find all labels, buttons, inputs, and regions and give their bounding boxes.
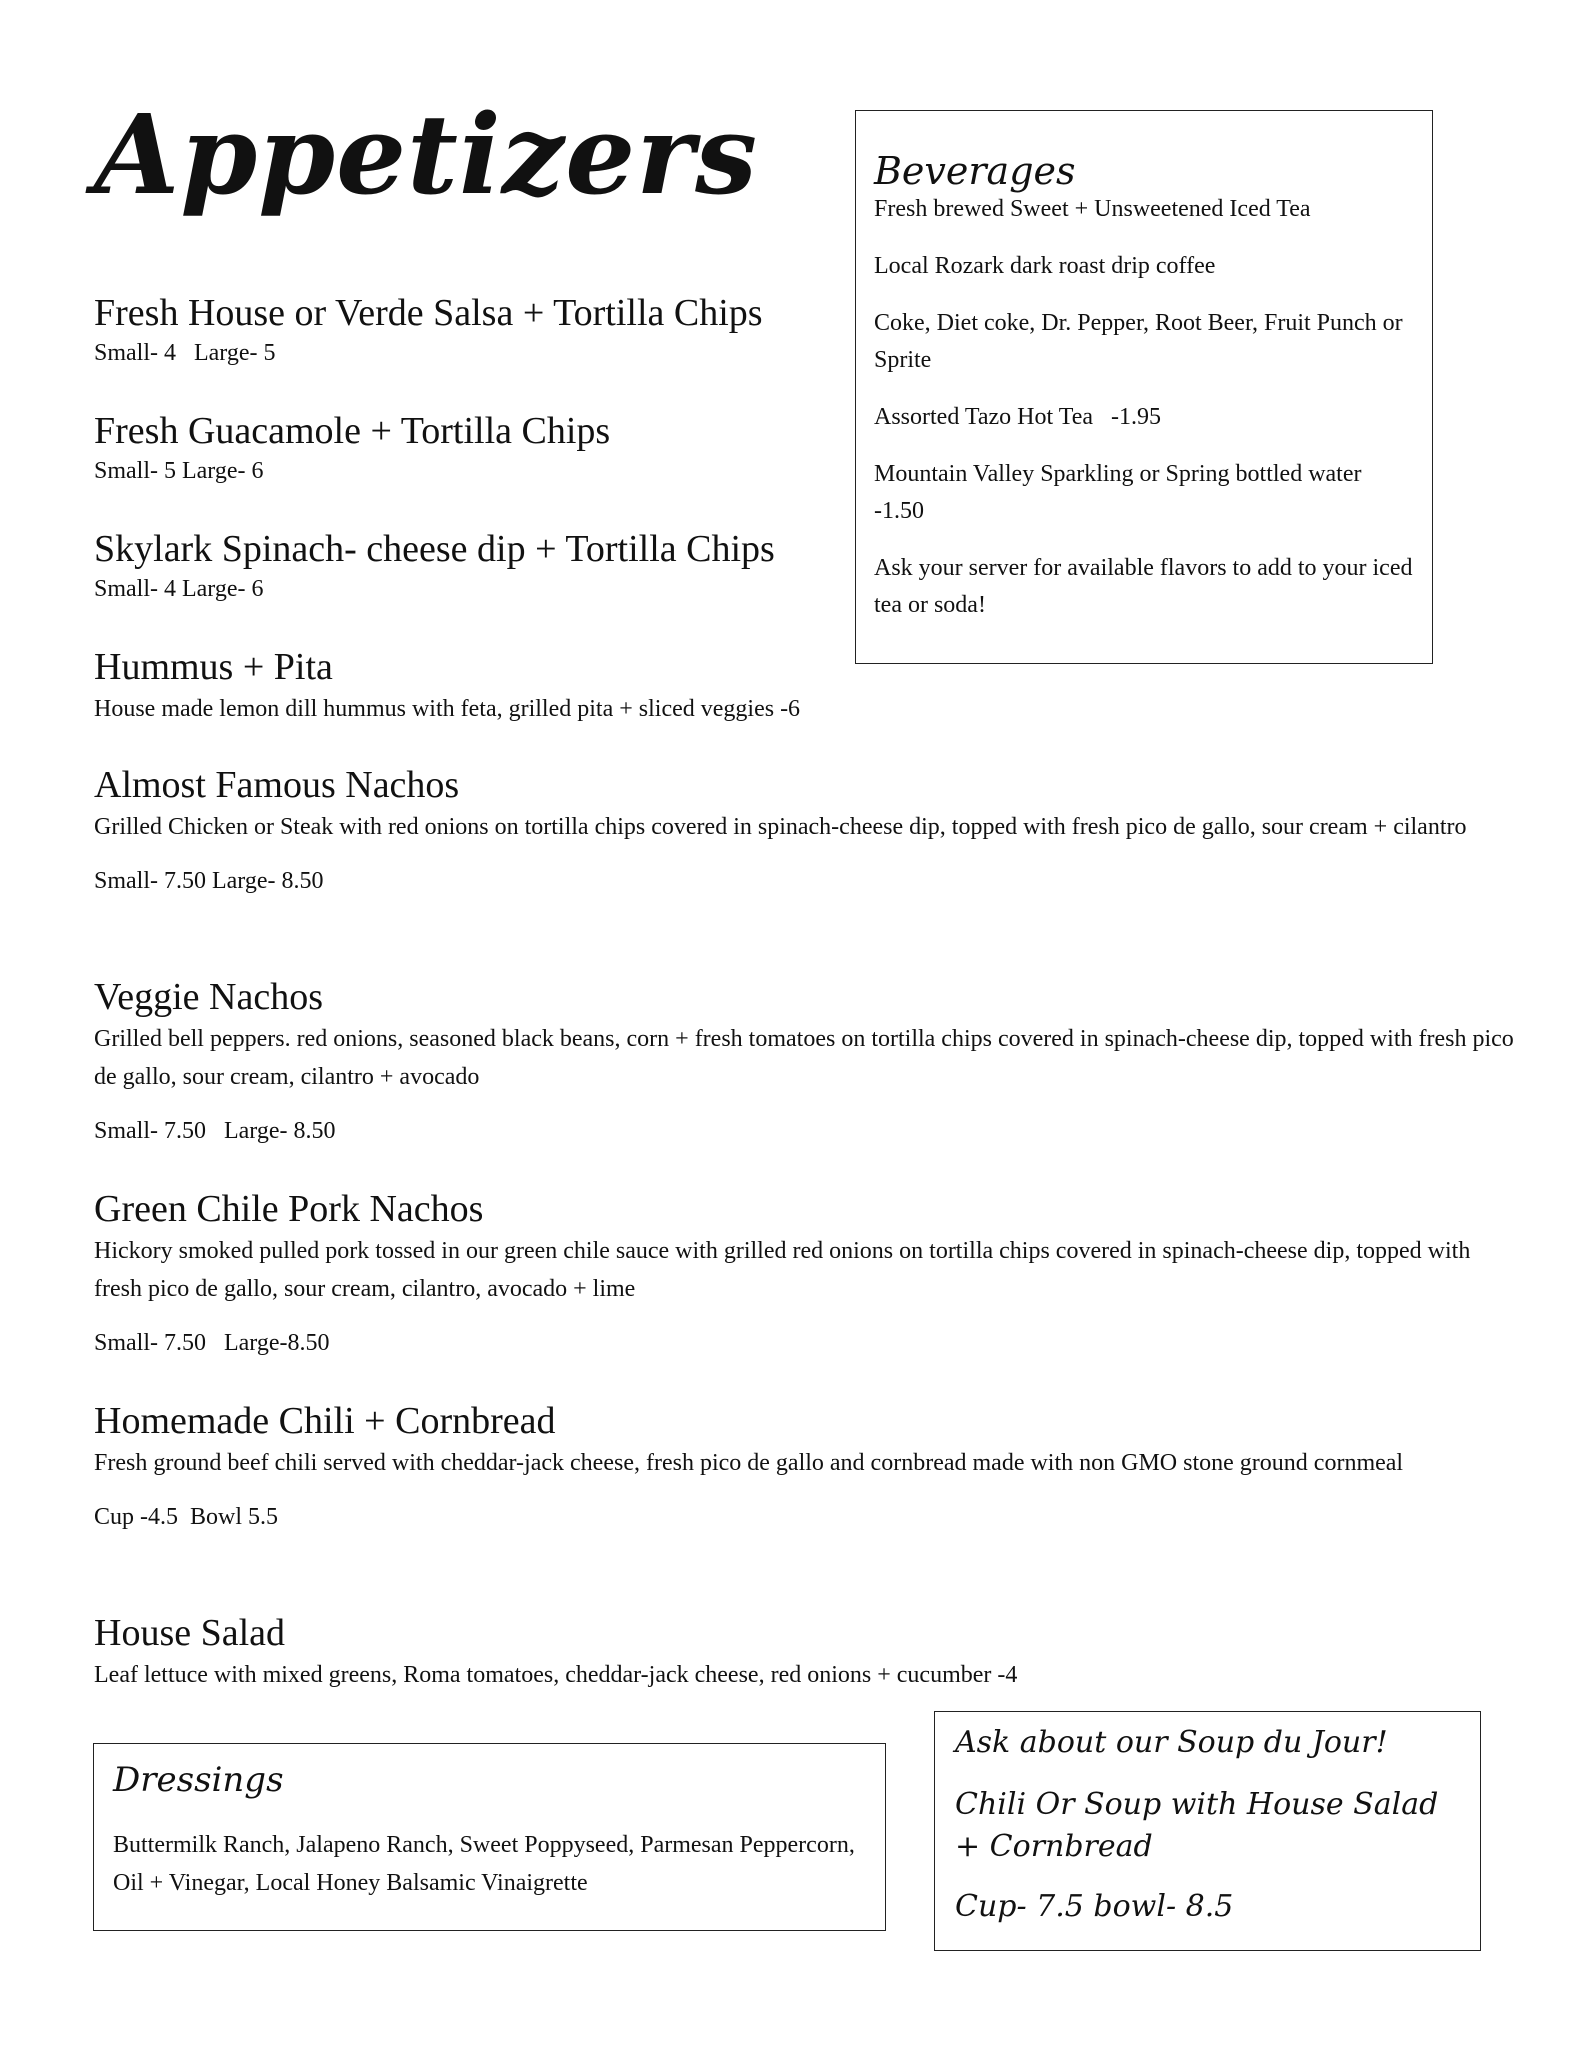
- item-name: Fresh House or Verde Salsa + Tortilla Chips: [94, 292, 763, 334]
- page-title: Appetizers: [94, 90, 759, 219]
- soup-du-jour-note: Ask about our Soup du Jour!: [955, 1725, 1388, 1760]
- item-price: Cup -4.5 Bowl 5.5: [94, 1504, 279, 1530]
- beverage-item: Mountain Valley Sparkling or Spring bottled water -1.50: [874, 461, 1362, 524]
- beverages-list: [874, 191, 1414, 624]
- beverage-item: Assorted Tazo Hot Tea -1.95: [874, 404, 1162, 430]
- item-name: Fresh Guacamole + Tortilla Chips: [94, 410, 611, 452]
- menu-item-salsa: [94, 290, 834, 370]
- item-name: Almost Famous Nachos: [94, 764, 460, 806]
- item-description: Grilled Chicken or Steak with red onions on tortilla chips covered in spinach-cheese dip, topped with fresh pico de gallo, sour cream + cilantro: [94, 814, 1467, 840]
- item-price: Small- 7.50 Large-8.50: [94, 1330, 330, 1356]
- dressings-box: [93, 1743, 886, 1931]
- item-name: Homemade Chili + Cornbread: [94, 1400, 556, 1442]
- dressings-title: Dressings: [113, 1760, 284, 1800]
- menu-item-spinach-dip: [94, 526, 834, 606]
- menu-item-chili-cornbread: [94, 1398, 1514, 1532]
- beverage-item: Fresh brewed Sweet + Unsweetened Iced Tea: [874, 196, 1311, 222]
- soup-box: [934, 1711, 1481, 1951]
- menu-item-hummus: [94, 644, 1514, 728]
- item-name: Veggie Nachos: [94, 976, 323, 1018]
- item-description: Fresh ground beef chili served with cheddar-jack cheese, fresh pico de gallo and cornbread made with non GMO stone ground cornmeal: [94, 1450, 1404, 1476]
- menu-item-house-salad: [94, 1610, 1514, 1694]
- item-price: Small- 4 Large- 5: [94, 340, 276, 366]
- menu-item-guacamole: [94, 408, 834, 488]
- item-price: Small- 5 Large- 6: [94, 458, 264, 484]
- item-name: House Salad: [94, 1612, 286, 1654]
- beverage-item: Local Rozark dark roast drip coffee: [874, 253, 1216, 279]
- item-description: Leaf lettuce with mixed greens, Roma tomatoes, cheddar-jack cheese, red onions + cucumber -4: [94, 1662, 1018, 1688]
- item-description: House made lemon dill hummus with feta, grilled pita + sliced veggies -6: [94, 696, 801, 722]
- item-name: Green Chile Pork Nachos: [94, 1188, 484, 1230]
- item-price: Small- 7.50 Large- 8.50: [94, 868, 324, 894]
- dressings-list: Buttermilk Ranch, Jalapeno Ranch, Sweet Poppyseed, Parmesan Peppercorn, Oil + Vinegar, Local Honey Balsamic Vinaigrette: [113, 1832, 855, 1896]
- beverages-title: Beverages: [874, 149, 1076, 193]
- item-name: Hummus + Pita: [94, 646, 333, 688]
- menu-item-almost-famous-nachos: [94, 762, 1514, 896]
- soup-combo: Chili Or Soup with House Salad + Cornbread: [955, 1787, 1439, 1864]
- beverage-item: Coke, Diet coke, Dr. Pepper, Root Beer, Fruit Punch or Sprite: [874, 310, 1403, 373]
- beverage-item: Ask your server for available flavors to add to your iced tea or soda!: [874, 555, 1413, 618]
- item-description: Grilled bell peppers. red onions, seasoned black beans, corn + fresh tomatoes on tortilla chips covered in spinach-cheese dip, topped with fresh pico de gallo, sour cream, cilantro + avocado: [94, 1026, 1514, 1090]
- item-description: Hickory smoked pulled pork tossed in our green chile sauce with grilled red onions on tortilla chips covered in spinach-cheese dip, topped with fresh pico de gallo, sour cream, cilantro, avocado + lime: [94, 1238, 1471, 1302]
- item-name: Skylark Spinach- cheese dip + Tortilla Chips: [94, 528, 775, 570]
- menu-item-veggie-nachos: [94, 974, 1514, 1146]
- menu-item-green-chile-pork-nachos: [94, 1186, 1514, 1358]
- beverages-box: [855, 110, 1433, 664]
- item-price: Small- 7.50 Large- 8.50: [94, 1118, 336, 1144]
- soup-combo-price: Cup- 7.5 bowl- 8.5: [955, 1889, 1234, 1924]
- item-price: Small- 4 Large- 6: [94, 576, 264, 602]
